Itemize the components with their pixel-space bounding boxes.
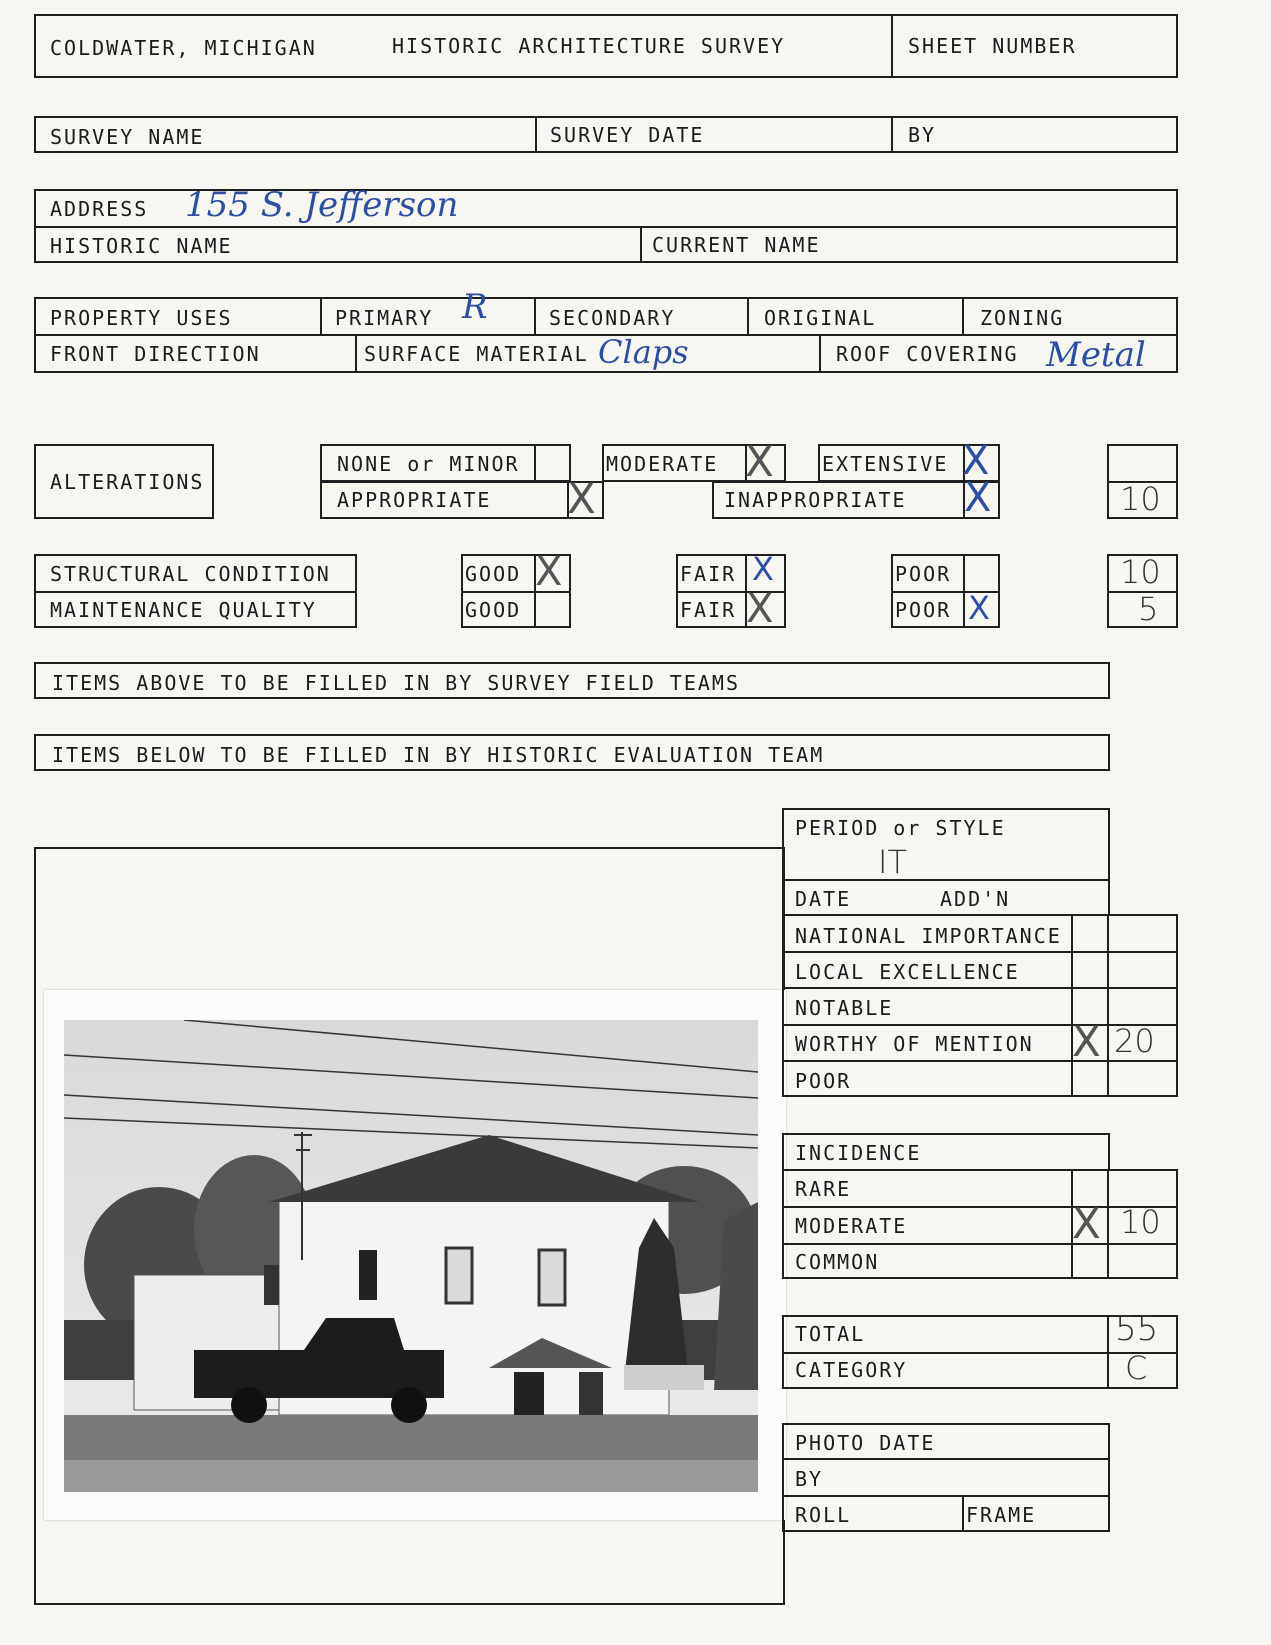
total-divider [782,1352,1178,1354]
importance-score-col [1107,914,1109,1097]
none-minor-label: NONE or MINOR [337,452,520,476]
city-title: COLDWATER, MICHIGAN [50,36,317,60]
roof-covering-value: Metal [1046,335,1146,375]
total-score-col [1107,1315,1109,1389]
moderate-incidence-x: X [1072,1199,1101,1248]
rare-label: RARE [795,1177,852,1201]
survey-by-label: BY [908,123,937,147]
worthy-score: 20 [1114,1022,1155,1060]
survey-divider-1 [535,116,537,153]
importance-row-4 [782,1060,1178,1062]
roll-label: ROLL [795,1503,852,1527]
inappropriate-label: INAPPROPRIATE [724,488,907,512]
period-value: IT [878,843,907,881]
property-uses-label: PROPERTY USES [50,306,233,330]
roll-frame-divider [962,1495,964,1532]
maintenance-quality-label: MAINTENANCE QUALITY [50,598,317,622]
national-importance-label: NATIONAL IMPORTANCE [795,924,1062,948]
date-label: DATE [795,887,852,911]
primary-label: PRIMARY [335,306,434,330]
address-label: ADDRESS [50,197,149,221]
structural-condition-label: STRUCTURAL CONDITION [50,562,331,586]
structural-score: 10 [1120,553,1161,591]
incidence-label: INCIDENCE [795,1141,922,1165]
incidence-row-2 [782,1243,1178,1245]
surface-material-label: SURFACE MATERIAL [364,342,589,366]
original-label: ORIGINAL [764,306,877,330]
house-photograph [64,1020,758,1492]
survey-divider-2 [891,116,893,153]
primary-value: R [462,287,488,327]
sheet-number-label: SHEET NUMBER [908,34,1077,58]
addn-label: ADD'N [940,887,1011,911]
condition-label-divider [34,591,357,593]
maintenance-poor-x: X [968,589,990,627]
moderate-alt-label: MODERATE [606,452,719,476]
name-divider [640,226,642,263]
survey-date-label: SURVEY DATE [550,123,705,147]
poor-importance-label: POOR [795,1069,852,1093]
moderate-alt-x: X [745,437,774,486]
uses-col-6 [819,334,821,373]
roof-covering-label: ROOF COVERING [836,342,1019,366]
photo-by-label: BY [795,1467,824,1491]
historic-name-label: HISTORIC NAME [50,234,233,258]
surface-material-value: Claps [598,333,689,371]
uses-col-4 [962,297,964,334]
alterations-label: ALTERATIONS [50,470,205,494]
local-excellence-label: LOCAL EXCELLENCE [795,960,1020,984]
photo-date-label: PHOTO DATE [795,1431,936,1455]
uses-col-1 [320,297,322,334]
frame-label: FRAME [966,1503,1037,1527]
structural-fair-x: X [752,550,774,588]
common-label: COMMON [795,1250,880,1274]
alterations-score: 10 [1120,480,1161,518]
worthy-of-mention-label: WORTHY OF MENTION [795,1032,1034,1056]
moderate-incidence-score: 10 [1120,1203,1161,1241]
category-label: CATEGORY [795,1358,908,1382]
uses-col-5 [355,334,357,373]
category-value: C [1125,1349,1148,1387]
photo-info-row-1 [782,1458,1110,1460]
extensive-x: X [962,438,990,484]
none-minor-check [534,444,536,482]
below-note: ITEMS BELOW TO BE FILLED IN BY HISTORIC EVALUATION TEAM [52,743,825,767]
appropriate-x: X [567,474,596,523]
maintenance-score: 5 [1138,590,1159,628]
front-direction-label: FRONT DIRECTION [50,342,261,366]
worthy-x: X [1072,1017,1101,1066]
importance-row-2 [782,987,1178,989]
incidence-row-1 [782,1206,1178,1208]
form-title: HISTORIC ARCHITECTURE SURVEY [392,34,786,58]
maintenance-good: GOOD [465,598,522,622]
structural-fair: FAIR [680,562,737,586]
secondary-label: SECONDARY [549,306,676,330]
current-name-label: CURRENT NAME [652,233,821,257]
total-label: TOTAL [795,1322,866,1346]
zoning-label: ZONING [980,306,1065,330]
uses-col-3 [747,297,749,334]
structural-good-x: X [535,549,563,595]
importance-check-col [1071,914,1073,1097]
maintenance-fair-x: X [746,586,774,632]
importance-row-1 [782,951,1178,953]
header-divider [891,14,893,78]
incidence-score-col [1107,1169,1109,1279]
poor-check [963,554,965,628]
photo-info-row-2 [782,1495,1110,1497]
inappropriate-x: X [964,475,992,521]
extensive-label: EXTENSIVE [822,452,949,476]
uses-col-2 [534,297,536,334]
address-value: 155 S. Jefferson [185,185,459,225]
structural-poor: POOR [895,562,952,586]
appropriate-label: APPROPRIATE [337,488,492,512]
total-value: 55 [1115,1309,1159,1349]
address-divider [34,226,1178,228]
period-divider [782,879,1110,881]
survey-name-label: SURVEY NAME [50,125,205,149]
moderate-incidence-label: MODERATE [795,1214,908,1238]
structural-good: GOOD [465,562,522,586]
notable-label: NOTABLE [795,996,894,1020]
maintenance-poor: POOR [895,598,952,622]
maintenance-fair: FAIR [680,598,737,622]
period-label: PERIOD or STYLE [795,816,1006,840]
above-note: ITEMS ABOVE TO BE FILLED IN BY SURVEY FIELD TEAMS [52,671,741,695]
